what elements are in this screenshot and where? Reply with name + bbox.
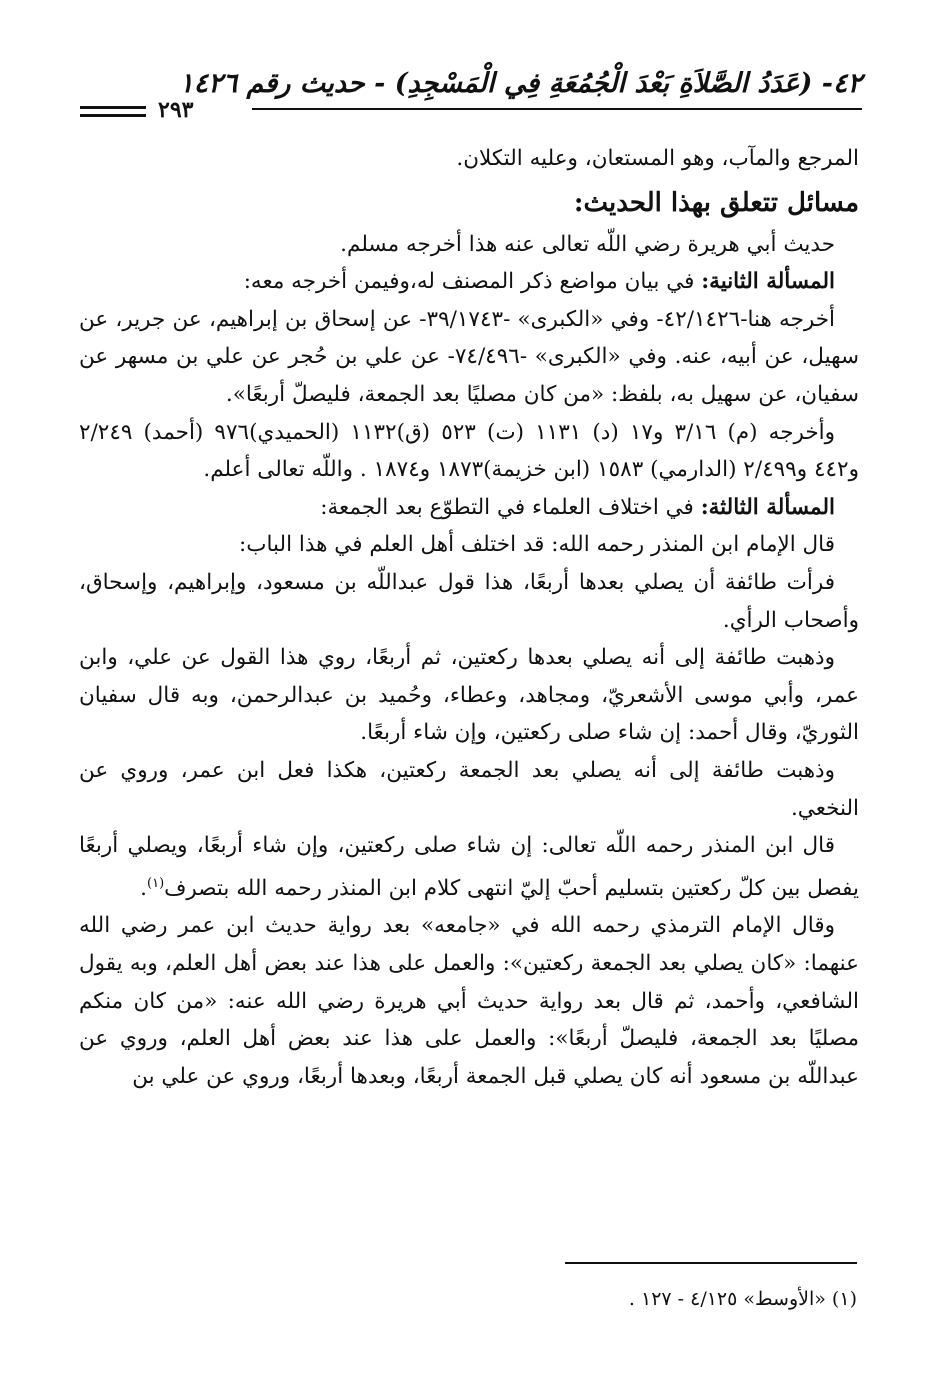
paragraph: قال الإمام ابن المنذر رحمه الله: قد اختلف أهل العلم في هذا الباب: <box>239 532 835 558</box>
paragraph: حديث أبي هريرة رضي اللّه تعالى عنه هذا أخرجه مسلم. <box>340 231 835 257</box>
paragraph <box>79 263 859 301</box>
paragraph: وذهبت طائفة إلى أنه يصلي بعد الجمعة ركعتين، هكذا فعل ابن عمر، وروي عن النخعي. <box>79 757 859 821</box>
paragraph: وقال الإمام الترمذي رحمه الله في «جامعه» بعد رواية حديث ابن عمر رضي الله عنهما: «كان يصلي بعد الجمعة ركعتين»: والعمل على هذا عند بعض أهل العلم، وبه يقول الشافعي، وأحمد، ثم قال بعد رواية حديث أبي هريرة رضي الله عنه: «من كان منكم مصليًا بعد الجمعة، فليصلّ أربعًا»: والعمل على هذا عند بعض أهل العلم، وروي عن عبداللّه بن مسعود أنه كان يصلي قبل الجمعة أربعًا، وبعدها أربعًا، وروي عن علي بن <box>79 913 859 1089</box>
running-title: ٤٢- (عَدَدُ الصَّلاَةِ بَعْدَ الْجُمُعَةِ فِي الْمَسْجِدِ) - حديث رقم ١٤٢٦ <box>179 68 862 99</box>
header-rule <box>252 108 862 110</box>
paragraph-end: . <box>140 875 147 901</box>
paragraph: وذهبت طائفة إلى أنه يصلي بعدها ركعتين، ثم أربعًا، روي هذا القول عن علي، وابن عمر، وأبي موسى الأشعريّ، ومجاهد، وعطاء، وحُميد بن عبدالرحمن، وبه قال سفيان الثوريّ، وقال أحمد: إن شاء صلى ركعتين، وإن شاء أربعًا. <box>79 645 859 746</box>
page-number-rule-bottom <box>80 114 146 117</box>
paragraph: وأخرجه (م) ٣/١٦ و١٧ (د) ١١٣١ (ت) ٥٢٣ (ق)١١٣٢ (الحميدي)٩٧٦ (أحمد) ٢/٢٤٩ و٤٤٢ و٢/٤٩٩ (الدارمي) ١٥٨٣ (ابن خزيمة)١٨٧٣ و١٨٧٤ . واللّه تعالى أعلم. <box>79 419 859 483</box>
paragraph-text: قال ابن المنذر رحمه اللّه تعالى: إن شاء صلى ركعتين، وإن شاء أربعًا، ويصلي أربعًا يفصل بين كلّ ركعتين بتسليم أحبّ إليّ انتهى كلام ابن المنذر رحمه الله بتصرف <box>79 833 859 901</box>
issue-label: المسألة الثالثة: <box>700 494 835 520</box>
main-text <box>79 140 859 1095</box>
paragraph: أخرجه هنا-٤٢/١٤٢٦- وفي «الكبرى» -٣٩/١٧٤٣- عن إسحاق بن إبراهيم، عن جرير، عن سهيل، عن أبيه، عنه. وفي «الكبرى» -٧٤/٤٩٦- عن علي بن حُجر عن علي بن مسهر عن سفيان، عن سهيل به، بلفظ: «من كان مصليًا بعد الجمعة، فليصلّ أربعًا». <box>79 306 860 407</box>
page-number: ٢٩٣ <box>158 97 194 123</box>
paragraph: المرجع والمآب، وهو المستعان، وعليه التكلان. <box>456 146 859 171</box>
section-heading: مسائل تتعلق بهذا الحديث: <box>573 187 859 218</box>
footnote-separator <box>565 1262 857 1264</box>
issue-text: في بيان مواضع ذكر المصنف له،وفيمن أخرجه معه: <box>243 269 702 295</box>
issue-label: المسألة الثانية: <box>701 269 835 295</box>
page-header <box>80 66 862 128</box>
issue-text: في اختلاف العلماء في التطوّع بعد الجمعة: <box>320 494 701 520</box>
footnote-reference[interactable]: (١) <box>147 875 165 891</box>
paragraph <box>79 827 859 907</box>
paragraph <box>79 489 859 527</box>
footnote: (١) «الأوسط» ٤/١٢٥ - ١٢٧ . <box>628 1288 857 1310</box>
paragraph: فرأت طائفة أن يصلي بعدها أربعًا، هذا قول عبداللّه بن مسعود، وإبراهيم، وإسحاق، وأصحاب الرأي. <box>79 569 859 633</box>
page-number-rule-top <box>80 106 146 109</box>
